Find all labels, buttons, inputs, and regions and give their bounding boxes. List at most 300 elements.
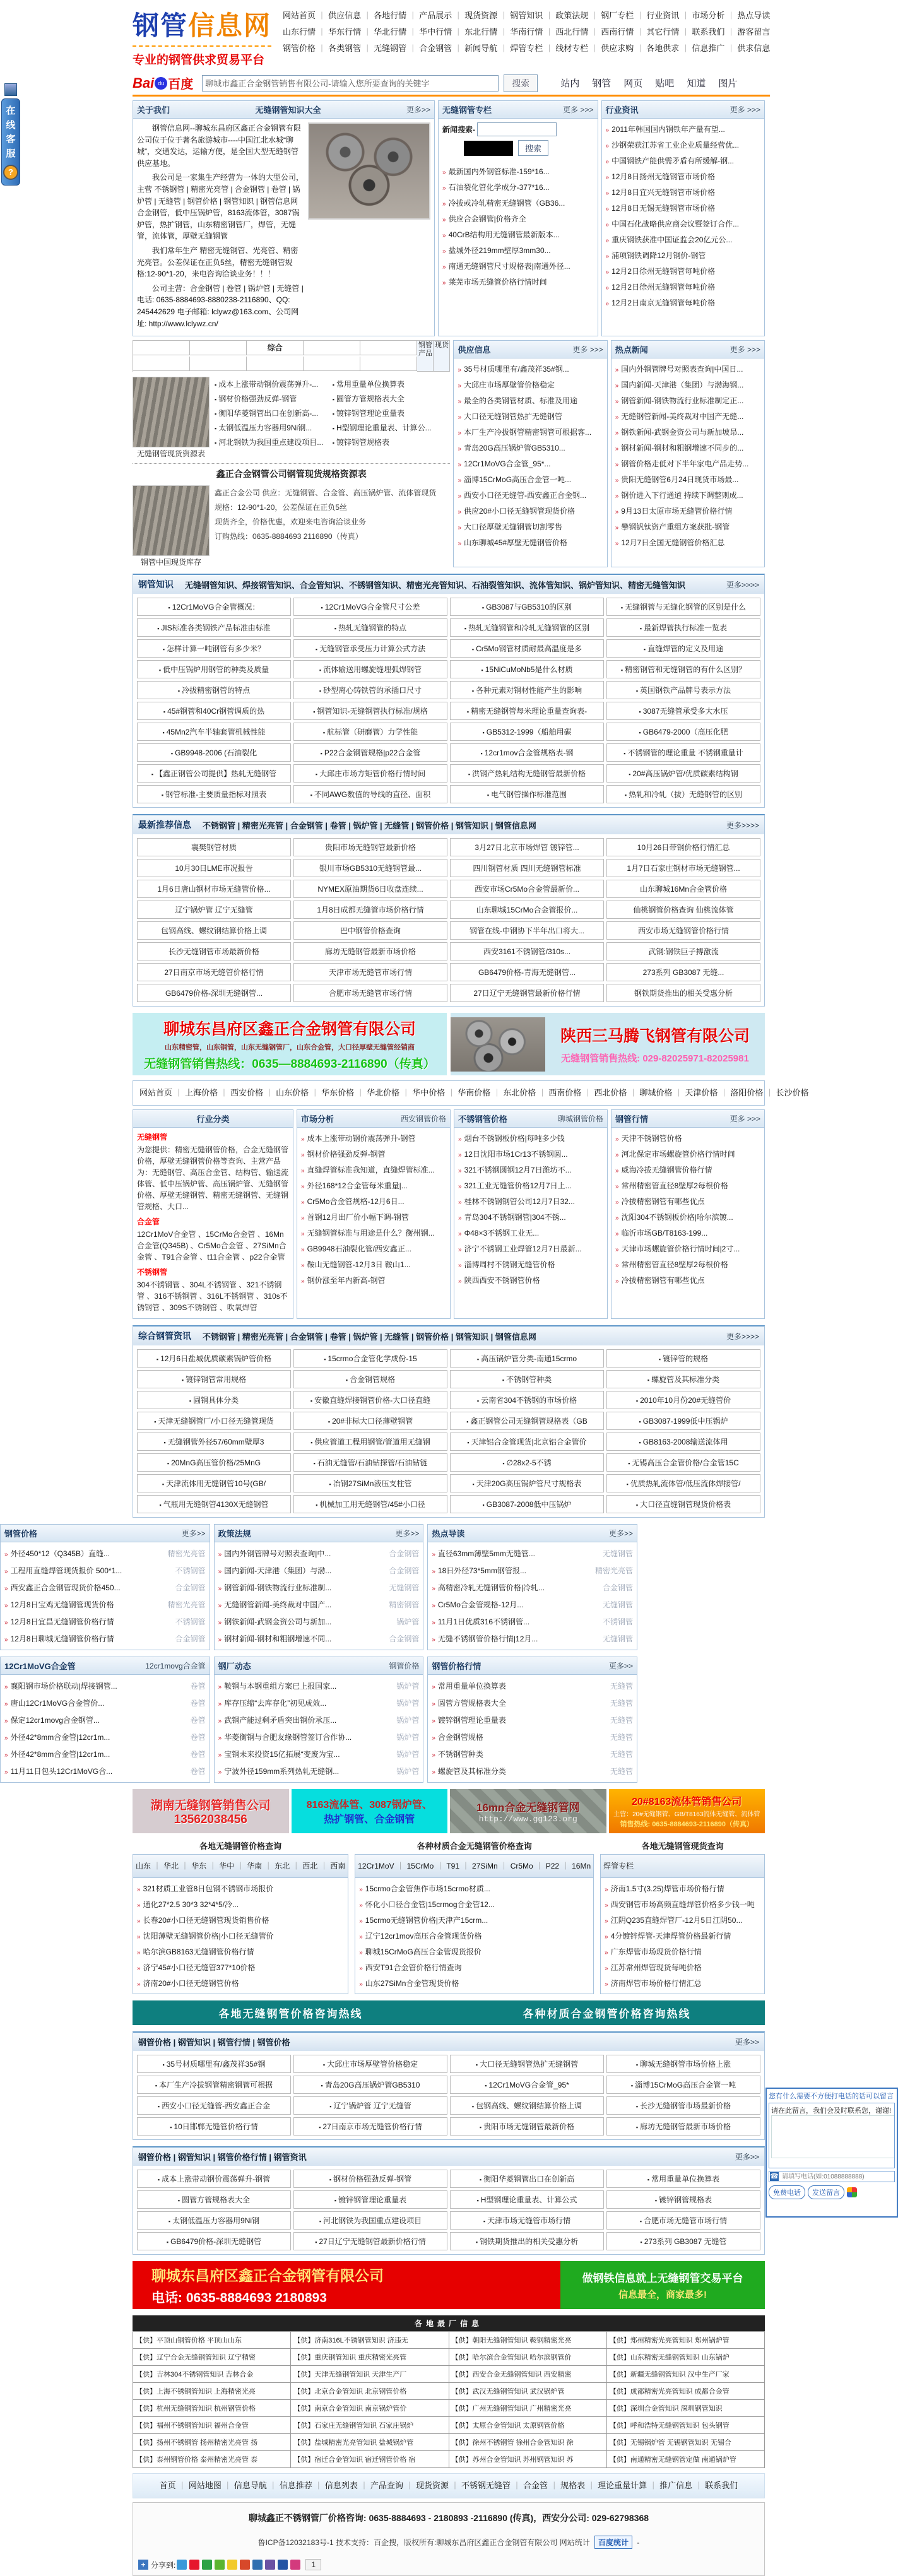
price-nav-link[interactable]: ｜ 华东价格 <box>309 1088 354 1097</box>
news-link[interactable]: 不锈钢管种类 <box>437 1750 483 1759</box>
query-tab[interactable]: ｜ 华南 <box>234 1862 262 1870</box>
nav-link[interactable]: ｜ 合金钢管 <box>406 44 452 53</box>
composite-link[interactable]: 供应管道工程用钢管/管道用无缝钢 <box>314 1438 430 1447</box>
news-link[interactable]: 国内外钢管牌号对照表查询|中国日... <box>621 365 743 374</box>
knowledge-link[interactable]: 12Cr1MoVG合金管尺寸公差 <box>324 603 420 612</box>
news-link[interactable]: 中国石化战略供应商会议暨签订合作... <box>611 220 740 228</box>
vendor-link[interactable]: 【供】盐城精密光亮管知识 盐城锅炉管 <box>293 2439 414 2447</box>
vendor-link[interactable]: 【供】泰州钢管价格 泰州精密光亮管 泰 <box>136 2456 258 2464</box>
ad-banner-hunan[interactable] <box>133 1789 289 1833</box>
news-link[interactable]: 石油裂化管化学成分-377*16... <box>448 183 550 192</box>
composite-link[interactable]: ∅28x2-5不锈 <box>506 1458 552 1468</box>
free-call-button[interactable]: 免费电话 <box>769 2185 805 2199</box>
news-link[interactable]: 哈尔滨GB8163无缝钢管价格行情 <box>143 1947 254 1957</box>
news-link[interactable]: 15crmo无缝钢管价格|天津产15crm... <box>365 1916 488 1925</box>
query-tab[interactable]: ｜ 华中 <box>206 1862 234 1870</box>
news-link[interactable]: 威海冷拔无缝钢管价格行情 <box>621 1166 712 1175</box>
news-link[interactable]: 12月8日宜兴无缝钢管市场价格 <box>611 188 716 197</box>
knowledge-link[interactable]: 45Mn2汽车半轴套管机械性能 <box>166 728 266 737</box>
category-tag[interactable]: 合金钢管 <box>175 1634 206 1644</box>
news-link[interactable]: 成本上涨带动钢价震荡弹升-... <box>218 380 319 389</box>
vendor-link[interactable]: 【供】新疆无缝钢管知识 汉中生产厂家 <box>609 2371 730 2379</box>
news-link[interactable]: 钢价涨至年内新高-钢管 <box>307 1276 386 1285</box>
query-tab[interactable]: ｜ 西北 <box>290 1862 317 1870</box>
recommend-link[interactable]: 长沙无缝钢管市场最新价格 <box>168 947 259 957</box>
category-tag[interactable]: 卷管 <box>190 1733 206 1742</box>
news-link[interactable]: 圆管方管规格表大全 <box>336 394 405 404</box>
recommend-link[interactable]: 10月26日带钢价格行情汇总 <box>637 843 730 853</box>
news-link[interactable]: 怀化小口径合金管|15crmog合金管12... <box>365 1900 495 1910</box>
news-link[interactable]: 圆管方管规格表大全 <box>437 1699 506 1708</box>
nav-link[interactable]: ｜ 产品展示 <box>406 11 452 20</box>
knowledge-link[interactable]: 洪钢产热轧结构无缝钢管最新价格 <box>472 769 586 779</box>
news-link[interactable]: 直径63mm薄壁5mm无缝管... <box>437 1549 535 1559</box>
news-link[interactable]: 宝钢未来投资15亿拓展“变废为宝... <box>224 1750 340 1759</box>
footer-nav-link[interactable]: ｜ 信息导航 <box>222 2481 267 2490</box>
price-link[interactable]: GB6479价格-深圳无缝钢管 <box>170 2237 262 2247</box>
query-tab[interactable]: 焊管专栏 <box>603 1862 634 1871</box>
composite-link[interactable]: 螺旋管及其标准分类 <box>651 1375 720 1385</box>
nav-link[interactable]: ｜ 各地行情 <box>361 11 406 20</box>
news-link[interactable]: 大邱庄市场厚壁管价格稳定 <box>464 381 555 390</box>
news-link[interactable]: 12月8日宝鸡无缝钢管现货价格 <box>10 1600 114 1610</box>
footer-nav-link[interactable]: ｜ 信息列表 <box>312 2481 358 2490</box>
composite-link[interactable]: 20#非标大口径薄壁钢管 <box>332 1417 413 1426</box>
news-link[interactable]: 高精密冷轧无缝钢管价格|冷轧... <box>437 1583 545 1593</box>
product-caption[interactable]: 钢管中国现货库存 <box>140 557 201 567</box>
knowledge-link[interactable]: 无缝钢管承受压力计算公式方法 <box>319 644 426 654</box>
recommend-link[interactable]: 27日南京市场无缝管价格行情 <box>164 968 264 978</box>
news-link[interactable]: 淄博15CrMoG高压合金管一吨... <box>464 475 572 485</box>
news-link[interactable]: 宁波外径159mm系列热轧无缝钢... <box>224 1767 340 1776</box>
news-link[interactable]: 大口径厚壁无缝钢管切割零售 <box>464 523 563 532</box>
knowledge-link[interactable]: 各种元素对钢材性能产生的影响 <box>476 686 582 695</box>
product-caption[interactable]: 无缝钢管现货资源表 <box>136 449 205 459</box>
tab-cell[interactable] <box>360 357 417 371</box>
footer-nav-link[interactable]: ｜ 推广信息 <box>647 2481 692 2490</box>
query-tab[interactable]: 山东 <box>136 1862 151 1871</box>
category-tag[interactable]: 锅炉管 <box>396 1716 420 1725</box>
composite-link[interactable]: GB3087-2008低中压锅炉 <box>486 1500 572 1510</box>
vendor-link[interactable]: 【供】呼和浩特无缝钢管知识 包头钢管 <box>609 2422 730 2430</box>
vendor-link[interactable]: 【供】郑州精密光亮管知识 郑州锅炉管 <box>609 2337 730 2345</box>
seamless-more-link[interactable]: 更多 >>> <box>563 105 594 114</box>
recommend-link[interactable]: GB6479价格-深圳无缝钢管... <box>165 989 263 998</box>
composite-link[interactable]: 安徽直缝焊接钢管价格-大口径直缝 <box>314 1396 431 1405</box>
news-link[interactable]: 镀锌钢管理论重量表 <box>437 1716 506 1725</box>
category-tag[interactable]: 锅炉管 <box>396 1750 420 1759</box>
tab-cell[interactable] <box>133 357 190 371</box>
vendor-link[interactable]: 【供】南通精密无缝钢管定做 南通锅炉管 <box>609 2456 736 2464</box>
category-tag[interactable]: 无缝管 <box>610 1750 634 1759</box>
category-tag[interactable]: 无缝管 <box>610 1767 634 1776</box>
nav-link[interactable]: ｜ 钢管知识 <box>497 11 543 20</box>
recommend-more-link[interactable]: 更多>>>> <box>726 820 759 830</box>
news-link[interactable]: 库存压缩“去库存化”初见成效... <box>224 1699 327 1708</box>
price-nav-link[interactable]: ｜ 华南价格 <box>445 1088 490 1097</box>
composite-link[interactable]: GB3087-1999低中压锅炉 <box>642 1417 728 1426</box>
news-link[interactable]: 2011年韩国国内钢铁年产量有望... <box>611 125 725 134</box>
xinzheng-banner[interactable] <box>133 1013 447 1075</box>
price-nav-link[interactable]: ｜ 西南价格 <box>536 1088 581 1097</box>
price-link[interactable]: 贵阳市场无缝钢管最新价格 <box>483 2122 575 2132</box>
nav-link[interactable]: ｜ 联系我们 <box>679 27 724 37</box>
ad-banner-16mn[interactable] <box>450 1789 606 1833</box>
search-tab[interactable]: 贴吧 <box>655 78 675 89</box>
category-tag[interactable]: 锅炉管 <box>396 1733 420 1742</box>
knowledge-link[interactable]: 20#高压锅炉管/优质碳素结构钢 <box>632 769 738 779</box>
knowledge-link[interactable]: 不同AWG数值的导线的直径、面积 <box>314 790 431 800</box>
recommend-link[interactable]: 四川钢管材质 四川无缝钢管标准 <box>473 864 581 873</box>
price-link[interactable]: 35号材质哪里有/鑫茂祥35#钢 <box>166 2060 266 2069</box>
news-link[interactable]: 济南1.5寸(3.25)焊管市场价格行情 <box>610 1884 724 1894</box>
footer-nav-link[interactable]: 首页 <box>159 2481 176 2491</box>
nav-link[interactable]: ｜ 线材专栏 <box>543 44 588 53</box>
knowledge-link[interactable]: 最新焊管执行标准一览表 <box>644 623 728 633</box>
news-link[interactable]: 供应20#小口径无缝钢管现货价格 <box>464 507 576 516</box>
news-link[interactable]: 武钢产能过剩矛盾突出钢价承压... <box>224 1716 337 1725</box>
news-link[interactable]: 12月2日南京无缝钢管每吨价格 <box>611 298 716 307</box>
category-tag[interactable]: 锅炉管 <box>396 1767 420 1776</box>
news-link[interactable]: 常州精密管直径8壁厚2每根价格 <box>621 1181 728 1191</box>
nav-link[interactable]: ｜ 无缝钢管 <box>361 44 406 53</box>
nav-link[interactable]: ｜ 新闻导航 <box>452 44 497 53</box>
share-tencent-weibo-icon[interactable] <box>177 2560 187 2570</box>
news-link[interactable]: 西安T91合金管价格行情查询 <box>365 1963 462 1973</box>
knowledge-link[interactable]: 英国钢铁产品牌号表示方法 <box>640 686 731 695</box>
news-link[interactable]: 18日外径73*5mm钢管报... <box>437 1566 526 1576</box>
price-link[interactable]: 本厂生产冷拔钢管精密钢管可根据 <box>159 2081 273 2090</box>
vendor-link[interactable]: 【供】石家庄无缝钢管知识 石家庄锅炉 <box>293 2422 414 2430</box>
tab-cell[interactable] <box>247 357 304 371</box>
recommend-link[interactable]: 银川市场GB5310无缝钢管最... <box>319 864 422 873</box>
price-link[interactable]: 成本上涨带动钢价震荡弹升-钢管 <box>162 2175 271 2184</box>
news-search-button[interactable]: 搜索 <box>518 140 548 156</box>
nav-link[interactable]: ｜ 行业资讯 <box>634 11 679 20</box>
knowledge-link[interactable]: 电气钢管操作标准范围 <box>491 790 567 800</box>
price-link[interactable]: 镀锌钢管理论重量表 <box>338 2195 407 2205</box>
news-link[interactable]: 供应合金钢管|价格齐全 <box>448 215 526 223</box>
knowledge-link[interactable]: 直缝焊管的定义及用途 <box>647 644 724 654</box>
news-link[interactable]: 华菱衡钢与合肥友缘钢管签订合作协... <box>224 1733 352 1742</box>
price-link[interactable]: 10日邯郸无缝管价格行情 <box>174 2122 258 2132</box>
price-nav-link[interactable]: ｜ 山东价格 <box>263 1088 309 1097</box>
recommend-link[interactable]: 西安3161不锈钢管/310s... <box>483 947 571 957</box>
news-link[interactable]: 莱芜市场无缝管价格行情时间 <box>448 278 547 287</box>
news-link[interactable]: 常州精密管直径8壁厚2每根价格 <box>621 1260 728 1270</box>
news-link[interactable]: 济宁不锈钢工业焊管12月7日最新... <box>464 1244 582 1254</box>
news-link[interactable]: 钢管新闻-钢铁物流行业标准制定正... <box>621 396 744 406</box>
footer-nav-link[interactable]: ｜ 规格表 <box>548 2481 585 2490</box>
category-tag[interactable]: 卷管 <box>190 1767 206 1776</box>
news-link[interactable]: 冷拔精密钢管有哪些优点 <box>621 1197 705 1207</box>
category-name[interactable]: 合金管 <box>137 1217 160 1227</box>
news-link[interactable]: 12月8日聊城无缝钢管价格行情 <box>10 1634 114 1644</box>
recommend-link[interactable]: 27日辽宁无缝钢管最新价格行情 <box>473 989 581 998</box>
price-link[interactable]: 西安小口径无缝管-西安鑫正合金 <box>162 2101 271 2111</box>
composite-link[interactable]: 圆钢具体分类 <box>193 1396 239 1405</box>
news-link[interactable]: 济南20#小口径无缝钢管价格 <box>143 1979 239 1988</box>
news-link[interactable]: 淄博周村不锈钢无缝管价格 <box>464 1260 555 1270</box>
category-tag[interactable]: 无缝管 <box>610 1716 634 1725</box>
composite-link[interactable]: 天津流体用无缝钢管10号(GB/ <box>166 1479 266 1489</box>
tab-cell[interactable] <box>304 341 360 355</box>
news-link[interactable]: 青岛20G高压锅炉管GB5310... <box>464 444 565 453</box>
category-tag[interactable]: 卷管 <box>190 1750 206 1759</box>
news-link[interactable]: 山东聊城45#厚壁无缝钢管价格 <box>464 538 568 548</box>
knowledge-link[interactable]: GB3087与GB5310的区别 <box>486 603 572 612</box>
category-tag[interactable]: 精密钢管 <box>389 1600 420 1610</box>
knowledge-link[interactable]: 砂型离心铸铁管的承插口尺寸 <box>323 686 422 695</box>
nav-link[interactable]: ｜ 钢厂专栏 <box>588 11 634 20</box>
price-link[interactable]: 27日南京市场无缝管价格行情 <box>322 2122 422 2132</box>
news-link[interactable]: 钢材价格强劲反弹-钢管 <box>218 394 297 404</box>
news-link[interactable]: 合金钢管规格 <box>437 1733 483 1742</box>
query-tab[interactable]: 12Cr1MoV <box>358 1862 394 1871</box>
price-link[interactable]: 衡阳华菱钢管出口在创新高 <box>483 2175 575 2184</box>
price-nav-link[interactable]: ｜ 上海价格 <box>172 1088 218 1097</box>
category-tag[interactable]: 精密光亮管 <box>595 1566 634 1576</box>
search-tab[interactable]: 网页 <box>623 78 643 89</box>
knowledge-link[interactable]: 精密无缝钢管每米理论重量查询表- <box>471 707 588 716</box>
vendor-link[interactable]: 【供】广州无缝钢管知识 广州精密光亮 <box>451 2405 572 2413</box>
tab-cell[interactable] <box>190 357 247 371</box>
knowledge-link[interactable]: 12cr1mov合金管规格表-钢 <box>484 748 574 758</box>
news-link[interactable]: 321不锈钢圆钢12月7日潍坊不... <box>464 1166 572 1175</box>
nav-link[interactable]: 山东行情 <box>283 27 316 37</box>
price-link[interactable]: 大邱庄市场厚壁管价格稳定 <box>327 2060 418 2069</box>
news-link[interactable]: 沙钢荣获江苏省工业企业质量经营优... <box>611 141 740 150</box>
category-name[interactable]: 不锈钢管 <box>137 1268 168 1277</box>
nav-link[interactable]: ｜ 供应信息 <box>316 11 361 20</box>
share-wechat-icon[interactable] <box>202 2560 212 2570</box>
news-link[interactable]: 常用重量单位换算表 <box>437 1682 506 1691</box>
search-button[interactable]: 搜索 <box>504 74 538 92</box>
news-link[interactable]: 12月2日徐州无缝钢管每吨价格 <box>611 283 716 292</box>
news-link[interactable]: 天津市场螺旋管价格行情时间|2寸... <box>621 1244 740 1254</box>
news-link[interactable]: 临沂市场GB/T8163-199... <box>621 1229 708 1238</box>
composite-link[interactable]: 合金钢管规格 <box>350 1375 396 1385</box>
vendor-link[interactable]: 【供】苏州合金管知识 苏州钢管知识 苏 <box>451 2456 574 2464</box>
knowledge-link[interactable]: 低中压锅炉用钢管的种类及质量 <box>163 665 269 675</box>
news-link[interactable]: 济宁45#小口径无缝管377*10价格 <box>143 1963 256 1973</box>
news-link[interactable]: 辽宁12cr1mov高压合金管现货价格 <box>365 1932 482 1941</box>
vendor-link[interactable]: 【供】武汉无缝钢管知识 武汉锅炉管 <box>451 2388 565 2396</box>
ad-banner-20-8163[interactable] <box>609 1789 765 1833</box>
news-link[interactable]: 西安鑫正合金钢管现货价格450... <box>10 1583 121 1593</box>
news-link[interactable]: 鞍山无缝钢管-12月3日 鞍山1... <box>307 1260 411 1270</box>
composite-link[interactable]: 大口径直缝钢管现货价格表 <box>640 1500 731 1510</box>
news-link[interactable]: 321材质工业管8日包钢不锈钢市场报价 <box>143 1884 274 1894</box>
query-tab[interactable]: ｜ T91 <box>434 1862 459 1870</box>
knowledge-link[interactable]: GB9948-2006 (石油裂化 <box>175 748 257 758</box>
category-tag[interactable]: 无缝管 <box>610 1699 634 1708</box>
price-nav-link[interactable]: ｜ 聊城价格 <box>627 1088 672 1097</box>
footer-nav-link[interactable]: ｜ 理论重量计算 <box>585 2481 647 2490</box>
knowledge-link[interactable]: P22合金钢管规格|p22合金管 <box>324 748 421 758</box>
recommend-link[interactable]: NYMEX原油期货6日收盘连续... <box>317 885 423 894</box>
recommend-link[interactable]: 武钢:钢铁巨子搏激流 <box>648 947 719 957</box>
knowledge-link[interactable]: 怎样计算一吨钢管有多少米？ <box>167 644 266 654</box>
nav-link[interactable]: ｜ 现货资源 <box>452 11 497 20</box>
recommend-link[interactable]: 273系列 GB3087 无缝... <box>642 968 724 978</box>
product-photo[interactable] <box>133 485 210 556</box>
price-link[interactable]: 镀锌钢管规格表 <box>659 2195 712 2205</box>
news-link[interactable]: 12月7日全国无缝钢管价格汇总 <box>621 538 725 548</box>
news-link[interactable]: 中国钢铁产能供需矛盾有所缓解-钢... <box>611 157 735 165</box>
news-link[interactable]: 国内新闻-天津港（集团）与渤海钢... <box>621 381 744 390</box>
news-link[interactable]: 冷拔或冷轧精密无缝钢管（GB36... <box>448 199 565 208</box>
knowledge-link[interactable]: GB5312-1999（船舶用碳 <box>486 728 572 737</box>
news-link[interactable]: 钢管新闻-钢铁物流行业标准制... <box>224 1583 332 1593</box>
price-link[interactable]: 太钢低温压力容器用9Ni钢 <box>172 2216 260 2226</box>
news-link[interactable]: Cr5Mo合金管规格-12月... <box>437 1600 524 1610</box>
nav-link[interactable]: ｜ 华北行情 <box>361 27 406 37</box>
tag-column-more[interactable]: 更多>> <box>181 1529 206 1539</box>
news-link[interactable]: 重庆钢铁获准中国证监会20亿元公... <box>611 235 733 244</box>
vendor-link[interactable]: 【供】深圳合金管知识 深圳钢管知识 <box>609 2405 723 2413</box>
nav-link[interactable]: ｜ 焊管专栏 <box>497 44 543 53</box>
composite-link[interactable]: 机械加工用无缝钢管/45#小口径 <box>319 1500 425 1510</box>
price-link[interactable]: 常用重量单位换算表 <box>651 2175 720 2184</box>
nav-link[interactable]: ｜ 西北行情 <box>543 27 588 37</box>
query-tab[interactable]: ｜ Cr5Mo <box>498 1862 533 1870</box>
news-link[interactable]: 321工业无缝管价格12月7日上... <box>464 1181 572 1191</box>
news-link[interactable]: 15crmo合金管焦作市场15crmo材质... <box>365 1884 490 1894</box>
price-nav-link[interactable]: ｜ 天津价格 <box>672 1088 718 1097</box>
supply-more-link[interactable]: 更多 >>> <box>572 345 603 355</box>
news-link[interactable]: 钢管价格走低对下半年家电产品走势... <box>621 459 749 469</box>
tag-column-more[interactable]: 更多>> <box>608 1529 634 1539</box>
search-tab[interactable]: 站内 <box>560 78 580 89</box>
price-link[interactable]: 圆管方管规格表大全 <box>182 2195 251 2205</box>
news-link[interactable]: 钢材新闻-钢材和粗钢增速不同... <box>224 1634 332 1644</box>
news-link[interactable]: 山东27SiMn合金管现货价格 <box>365 1979 459 1988</box>
nav-link[interactable]: ｜ 信息推广 <box>679 44 724 53</box>
recommend-link[interactable]: 1月7日石家庄钢材市场无缝钢管... <box>627 864 740 873</box>
news-link[interactable]: 直缝焊管标准我知道，直缝焊管标准... <box>307 1166 435 1175</box>
price-nav-link[interactable]: ｜ 洛阳价格 <box>718 1088 763 1097</box>
news-link[interactable]: 12月2日徐州无缝钢管每吨价格 <box>611 267 716 276</box>
vendor-link[interactable]: 【供】成都精密光亮管知识 成都合金管 <box>609 2388 730 2396</box>
nav-link[interactable]: ｜ 游客留言 <box>724 27 770 37</box>
vendor-link[interactable]: 【供】扬州不锈钢管 扬州精密光亮管 扬 <box>136 2439 258 2447</box>
news-link[interactable]: 河北保定市场螺旋管价格行情时间 <box>621 1150 735 1159</box>
footer-nav-link[interactable]: ｜ 合金管 <box>511 2481 548 2490</box>
vendor-link[interactable]: 【供】辽宁合金无缝钢管知识 辽宁精密 <box>136 2354 256 2362</box>
category-tag[interactable]: 无缝钢管 <box>389 1583 420 1593</box>
vendor-link[interactable]: 【供】宿迁合金管知识 宿迁钢管价格 宿 <box>293 2456 416 2464</box>
knowledge-more-link[interactable]: 更多>>>> <box>726 580 759 589</box>
vendor-link[interactable]: 【供】山东精密无缝钢管知识 山东锅炉 <box>609 2354 730 2362</box>
news-link[interactable]: 桂林不锈钢钢管公司12月7日32... <box>464 1197 575 1207</box>
tab-cell[interactable] <box>360 341 417 355</box>
category-tag[interactable]: 锅炉管 <box>396 1699 420 1708</box>
recommend-link[interactable]: 仙桃钢管价格查询 仙桃流体管 <box>633 906 734 915</box>
news-link[interactable]: 12日沈阳市场1Cr13不锈钢圆... <box>464 1150 568 1159</box>
composite-link[interactable]: 2010年10月份20#无缝管价 <box>640 1396 731 1405</box>
sanma-banner[interactable] <box>451 1013 765 1075</box>
vendor-link[interactable]: 【供】平顶山钢管价格 平顶山山东 <box>136 2337 242 2345</box>
news-search-category[interactable] <box>464 141 513 156</box>
share-plus-icon[interactable]: + <box>138 2560 148 2570</box>
vendor-link[interactable]: 【供】无锡锅炉管 无锡钢管知识 无锡合 <box>609 2439 731 2447</box>
recommend-link[interactable]: 山东聊城15CrMo合金管报价... <box>476 906 578 915</box>
composite-link[interactable]: 无缝钢管外径57/60mm壁厚3 <box>167 1438 264 1447</box>
composite-link[interactable]: 20MnG高压管价格/25MnG <box>171 1458 261 1468</box>
news-link[interactable]: 最新国内外钢管标准-159*16... <box>448 167 550 176</box>
composite-link[interactable]: 不锈钢管种类 <box>506 1375 552 1385</box>
news-link[interactable]: 无缝钢管新闻-美终裁对中国产无缝... <box>621 412 744 422</box>
category-tag[interactable]: 合金钢管 <box>389 1566 420 1576</box>
search-tab[interactable]: 知道 <box>687 78 706 89</box>
recommend-link[interactable]: 西安市场无缝钢管价格行情 <box>637 926 729 936</box>
category-tag[interactable]: 锅炉管 <box>396 1617 420 1627</box>
price-link[interactable]: 廊坊无缝钢管最新市场价格 <box>640 2122 731 2132</box>
news-link[interactable]: 常用重量单位换算表 <box>336 380 405 389</box>
price-link[interactable]: 钢铁期货推出的相关受惠分析 <box>480 2237 579 2247</box>
baidu-stat-badge[interactable]: 百度统计 <box>594 2536 632 2549</box>
category-tag[interactable]: 合金钢管 <box>389 1634 420 1644</box>
category-tag[interactable]: 不锈钢管 <box>175 1617 206 1627</box>
news-link[interactable]: 成本上涨带动钢价震荡弹升-钢管 <box>307 1134 416 1143</box>
news-link[interactable]: 工程用直缝焊管现货报价 500*1... <box>10 1566 122 1576</box>
news-link[interactable]: 40CrB结构用无缝钢管最新版本... <box>448 230 560 239</box>
footer-nav-link[interactable]: ｜ 产品查询 <box>358 2481 403 2490</box>
price-nav-link[interactable]: ｜ 华中价格 <box>399 1088 445 1097</box>
price-link[interactable]: 包钢高线、螺纹钢结算价格上调 <box>476 2101 582 2111</box>
recommend-link[interactable]: 3月27日北京市场焊管 镀锌管... <box>475 843 579 853</box>
recommend-link[interactable]: 天津市场无缝管市场行情 <box>328 968 412 978</box>
share-qzone-icon[interactable] <box>215 2560 225 2570</box>
news-link[interactable]: 无缝不锈钢管价格行情|12月... <box>437 1634 538 1644</box>
composite-link[interactable]: 气瓶用无缝钢管4130X无缝钢管 <box>163 1500 269 1510</box>
price-link[interactable]: 辽宁锅炉管 辽宁无缝管 <box>333 2101 411 2111</box>
news-link[interactable]: 唐山12Cr1MoVG合金管价... <box>10 1699 105 1708</box>
knowledge-link[interactable]: 精密钢管和无缝钢管的有什么区别？ <box>625 665 747 675</box>
price-link[interactable]: 长沙无缝钢管市场最新价格 <box>640 2101 731 2111</box>
news-link[interactable]: 最全的各类钢管材质、标准及用途 <box>464 396 578 406</box>
bottom-banner[interactable] <box>133 2261 765 2309</box>
knowledge-link[interactable]: 3087无缝管承受多大水压 <box>642 707 728 716</box>
composite-link[interactable]: 无锡高压合金管价格/合金管15C <box>632 1458 739 1468</box>
knowledge-link[interactable]: 12Cr1MoVG合金管概况： <box>172 603 260 612</box>
news-link[interactable]: 沈阳薄壁无缝钢管价格|小口径无缝管价 <box>143 1932 274 1941</box>
composite-link[interactable]: 石油无缝管/石油钻探管/石油钻链 <box>317 1458 428 1468</box>
nav-link[interactable]: ｜ 供求信息 <box>724 44 770 53</box>
price-nav-link[interactable]: ｜ 西安价格 <box>218 1088 263 1097</box>
knowledge-link[interactable]: 航标管（研磨管）力学性能 <box>327 728 418 737</box>
recommend-link[interactable]: 钢管在线-中钢协下半年出口将大... <box>470 926 584 936</box>
vendor-link[interactable]: 【供】西安合金无缝钢管知识 西安精密 <box>451 2371 572 2379</box>
price-link[interactable]: 12Cr1MoVG合金管_95* <box>488 2081 569 2090</box>
news-link[interactable]: 聊城15CrMoG高压合金管现货报价 <box>365 1947 481 1957</box>
news-link[interactable]: 陕西西安不锈钢管价格 <box>464 1276 540 1285</box>
about-more-link[interactable]: 更多>> <box>406 105 431 114</box>
knowledge-link[interactable]: 【鑫正钢管公司提供】热轧无缝钢管 <box>155 769 277 779</box>
nav-link[interactable]: ｜ 西南行情 <box>588 27 634 37</box>
hot-news-more-link[interactable]: 更多 >>> <box>730 345 760 355</box>
knowledge-link[interactable]: 15NiCuMoNb5是什么材质 <box>485 665 573 675</box>
tab-cell[interactable] <box>133 341 190 355</box>
news-link[interactable]: 西安小口径无缝管-西安鑫正合金钢... <box>464 491 587 500</box>
recommend-link[interactable]: GB6479价格-青海无缝钢管... <box>478 968 576 978</box>
news-link[interactable]: 太钢低温压力容器用9Ni钢... <box>218 423 312 433</box>
query-tab[interactable]: ｜ 16Mn <box>559 1862 591 1870</box>
vendor-link[interactable]: 【供】徐州不锈钢管 徐州合金管知识 徐 <box>451 2439 574 2447</box>
news-link[interactable]: 攀钢钒钛资产重组方案获批-钢管 <box>621 523 730 532</box>
news-link[interactable]: GB9948石油裂化管/西安鑫正... <box>307 1244 411 1254</box>
